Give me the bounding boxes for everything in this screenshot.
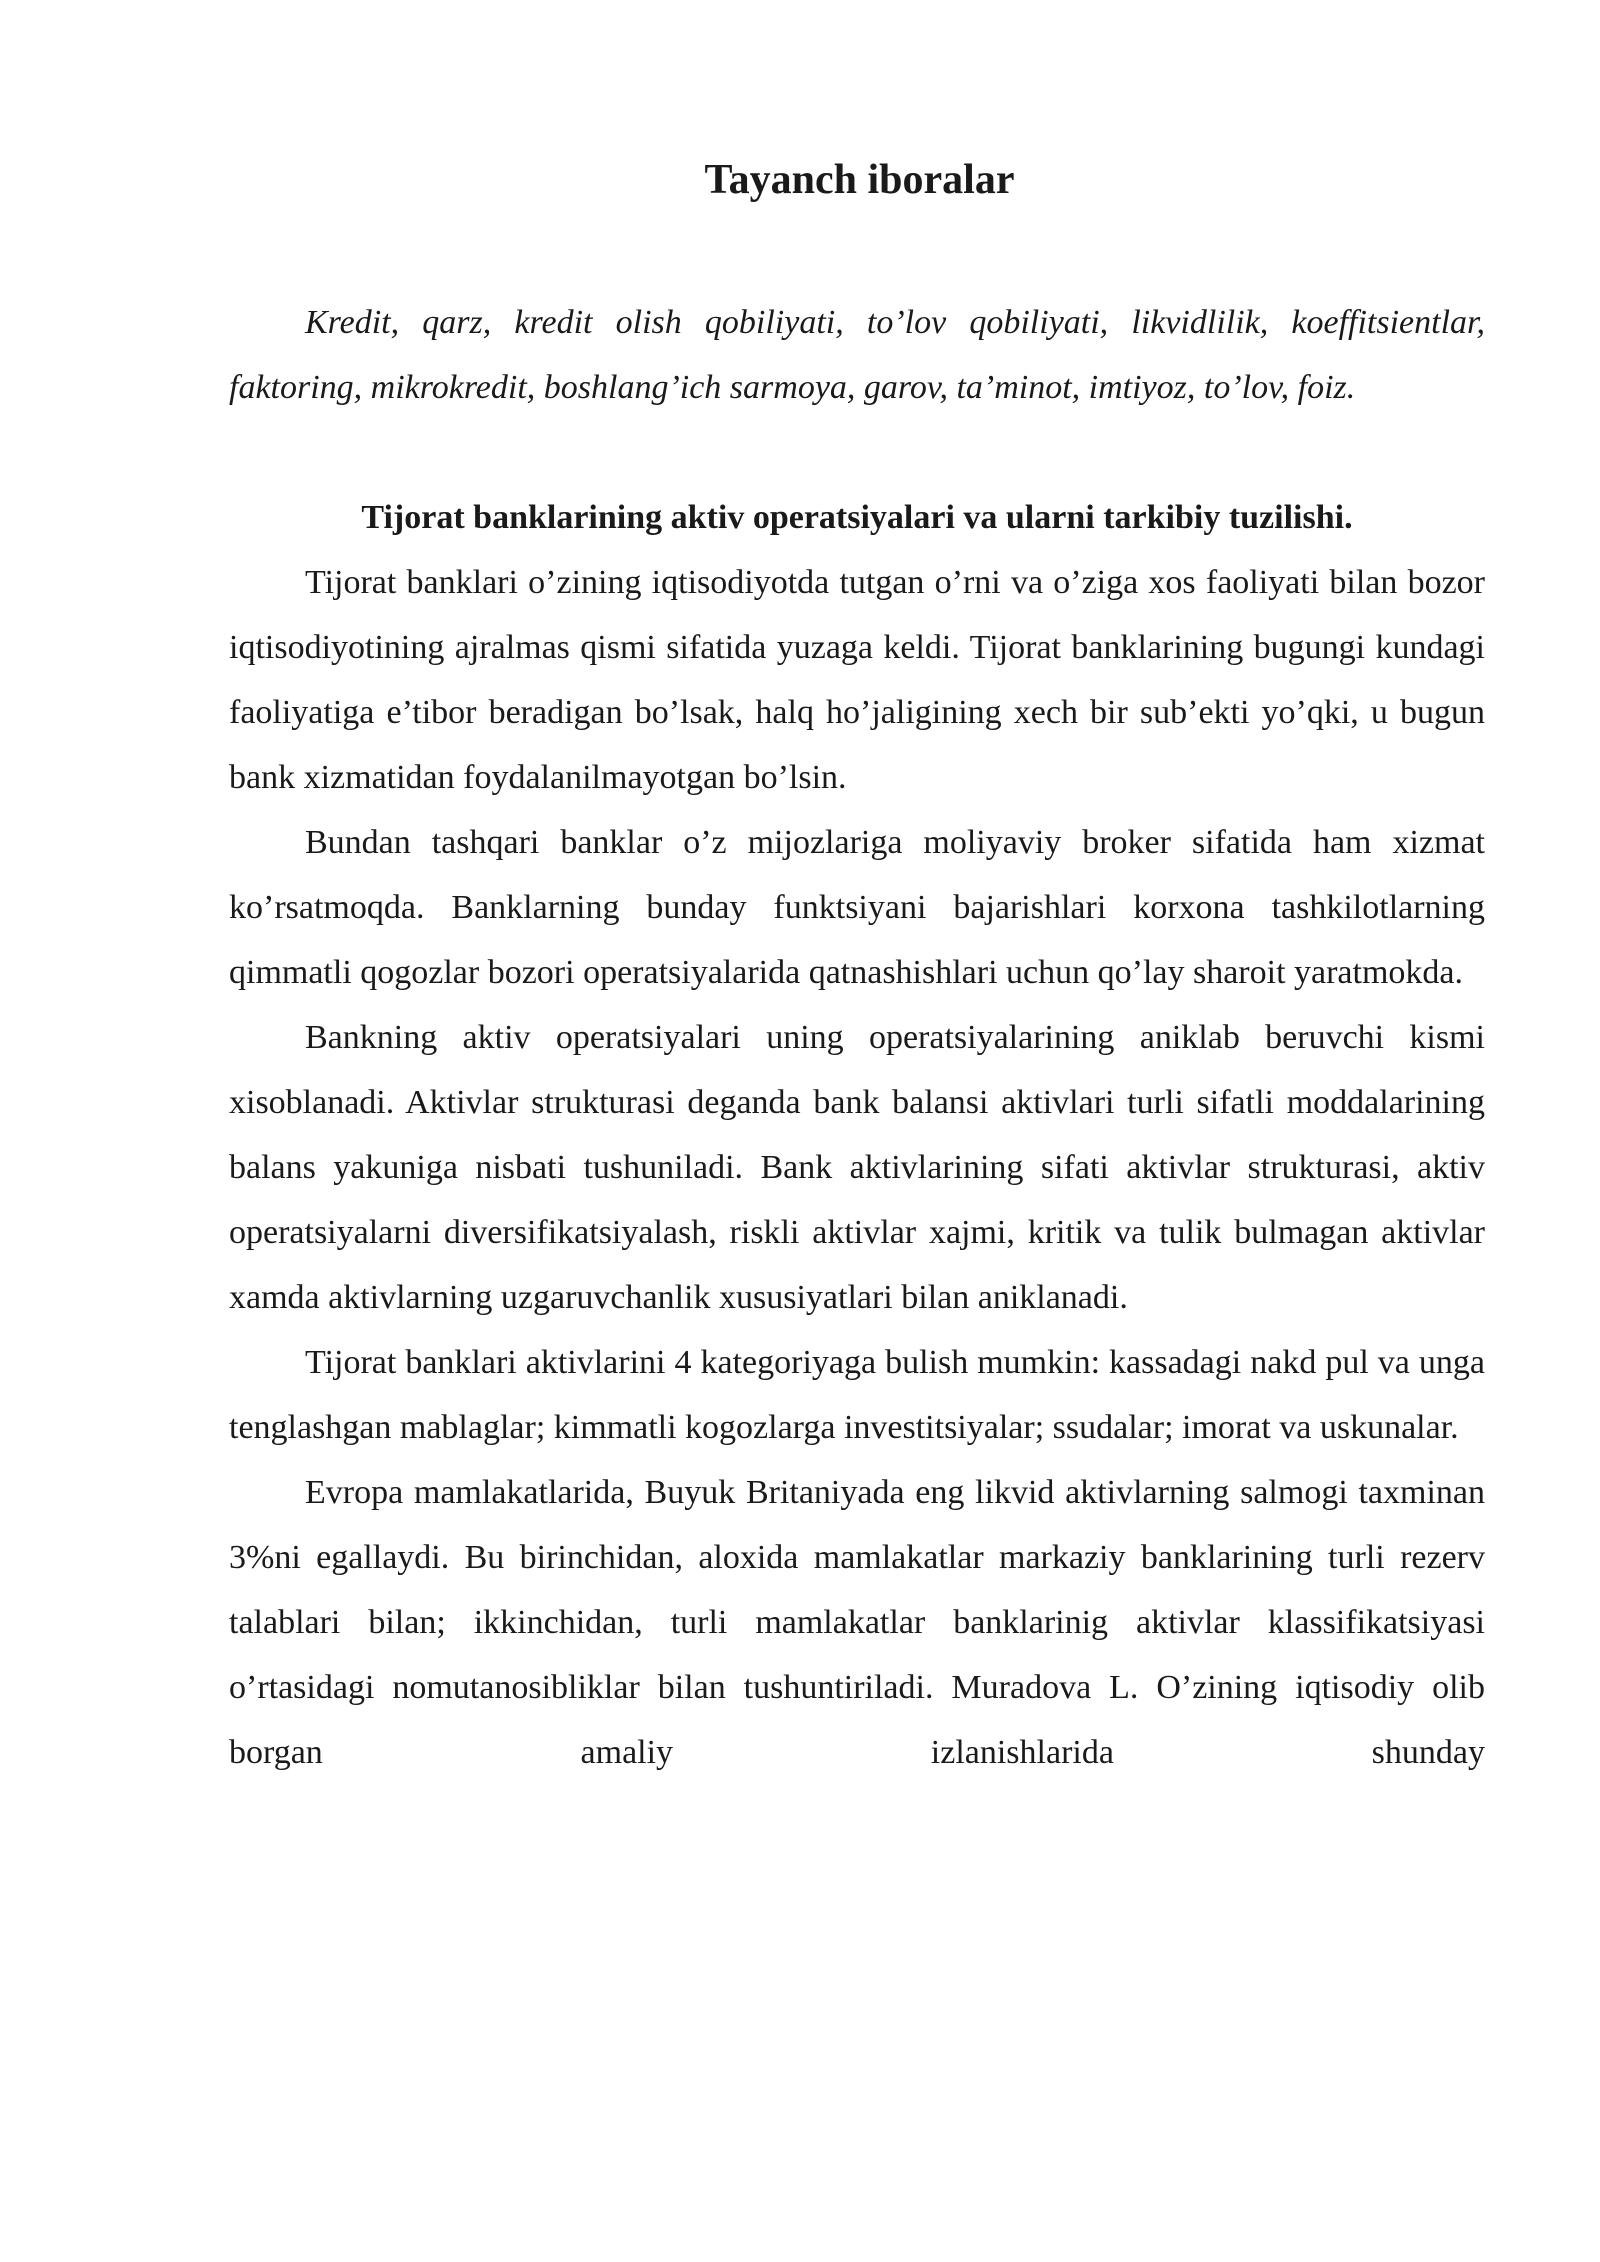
section-heading: Tijorat banklarining aktiv operatsiyalari va ularni tarkibiy tuzilishi. (361, 499, 1353, 536)
body-paragraph: Evropa mamlakatlarida, Buyuk Britaniyada eng likvid aktivlarning salmogi taxminan 3%ni egallaydi. Bu birinchidan, aloxida mamlakatlar markaziy banklarining turli rezerv talablari bilan; ikkinchidan, turli mamlakatlar banklarinig aktivlar klassifikatsiyasi o’rtasidagi nomutanosibliklar bilan tushuntiriladi. Muradova L. O’zining iqtisodiy olib borgan amaliy izlanishlarida shunday (229, 1474, 1485, 1771)
document-page (229, 150, 1485, 1785)
body-paragraph: Bankning aktiv operatsiyalari uning operatsiyalarining aniklab beruvchi kismi xisoblanadi. Aktivlar strukturasi deganda bank balansi aktivlari turli sifatli moddalarining balans yakuniga nisbati tushuniladi. Bank aktivlarining sifati aktivlar strukturasi, aktiv operatsiyalarni diversifikatsiyalash, riskli aktivlar xajmi, kritik va tulik bulmagan aktivlar xamda aktivlarning uzgaruvchanlik xususiyatlari bilan aniklanadi. (229, 1019, 1485, 1316)
page-title: Tayanch iboralar (704, 157, 1015, 203)
body-paragraph: Tijorat banklari aktivlarini 4 kategoriyaga bulish mumkin: kassadagi nakd pul va unga tenglashgan mablaglar; kimmatli kogozlarga investitsiyalar; ssudalar; imorat va uskunalar. (229, 1344, 1485, 1446)
body-paragraph: Tijorat banklari o’zining iqtisodiyotda tutgan o’rni va o’ziga xos faoliyati bilan bozor iqtisodiyotining ajralmas qismi sifatida yuzaga keldi. Tijorat banklarining bugungi kundagi faoliyatiga e’tibor beradigan bo’lsak, halq ho’jaligining xech bir sub’ekti yo’qki, u bugun bank xizmatidan foydalanilmayotgan bo’lsin. (229, 564, 1485, 796)
keywords-paragraph: Kredit, qarz, kredit olish qobiliyati, to’lov qobiliyati, likvidlilik, koeffitsientlar, faktoring, mikrokredit, boshlang’ich sarmoya, garov, ta’minot, imtiyoz, to’lov, foiz. (229, 304, 1485, 406)
body-paragraph: Bundan tashqari banklar o’z mijozlariga moliyaviy broker sifatida ham xizmat ko’rsatmoqda. Banklarning bunday funktsiyani bajarishlari korxona tashkilotlarning qimmatli qogozlar bozori operatsiyalarida qatnashishlari uchun qo’lay sharoit yaratmokda. (229, 824, 1485, 991)
